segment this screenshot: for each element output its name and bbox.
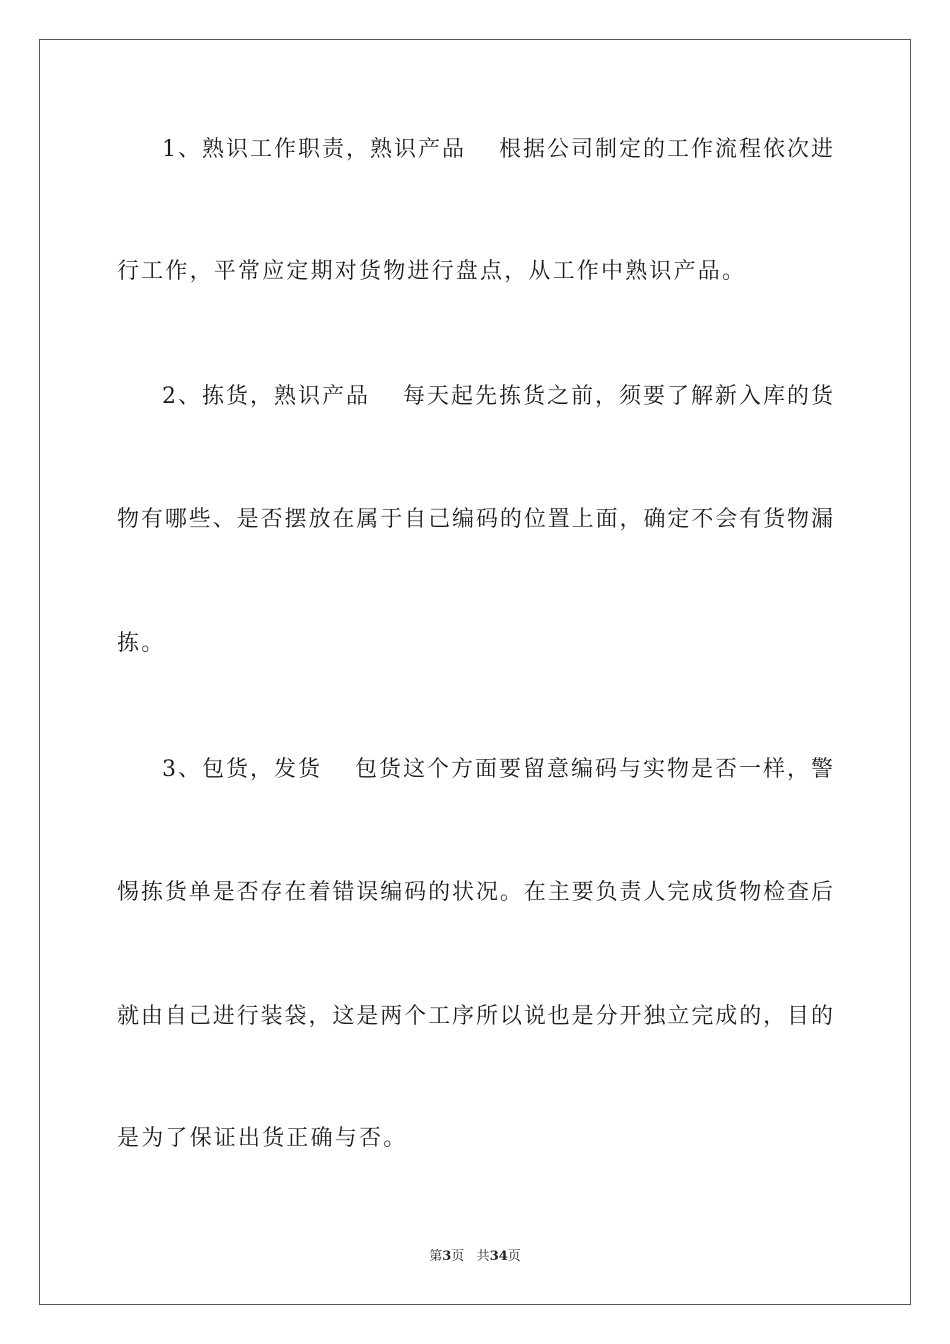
paragraph-1-line-1: 1、熟识工作职责，熟识产品 根据公司制定的工作流程依次进 — [162, 137, 833, 162]
paragraph-1-line-2: 行工作，平常应定期对货物进行盘点，从工作中熟识产品。 — [117, 259, 747, 284]
paragraph-2-line-1: 2、拣货，熟识产品 每天起先拣货之前，须要了解新入库的货 — [162, 384, 833, 409]
paragraph-3-line-4: 是为了保证出货正确与否。 — [117, 1126, 408, 1151]
paragraph-3-line-1: 3、包货，发货 包货这个方面要留意编码与实物是否一样，警 — [162, 757, 833, 782]
paragraph-3-line-3: 就由自己进行装袋，这是两个工序所以说也是分开独立完成的，目的 — [117, 1004, 833, 1029]
total-pages: 34 — [489, 1249, 508, 1264]
paragraph-3-line-2: 惕拣货单是否存在着错误编码的状况。在主要负责人完成货物检查后 — [117, 880, 833, 905]
paragraph-2-line-3: 拣。 — [117, 631, 166, 656]
page-number: 3 — [442, 1249, 452, 1264]
total-suffix: 页 — [507, 1249, 521, 1264]
page-prefix: 第 — [429, 1249, 443, 1264]
page-footer — [0, 1248, 950, 1266]
page-border — [39, 39, 911, 1305]
page-suffix: 页 — [451, 1249, 465, 1264]
total-prefix: 共 — [476, 1249, 490, 1264]
paragraph-2-line-2: 物有哪些、是否摆放在属于自己编码的位置上面，确定不会有货物漏 — [117, 507, 833, 532]
